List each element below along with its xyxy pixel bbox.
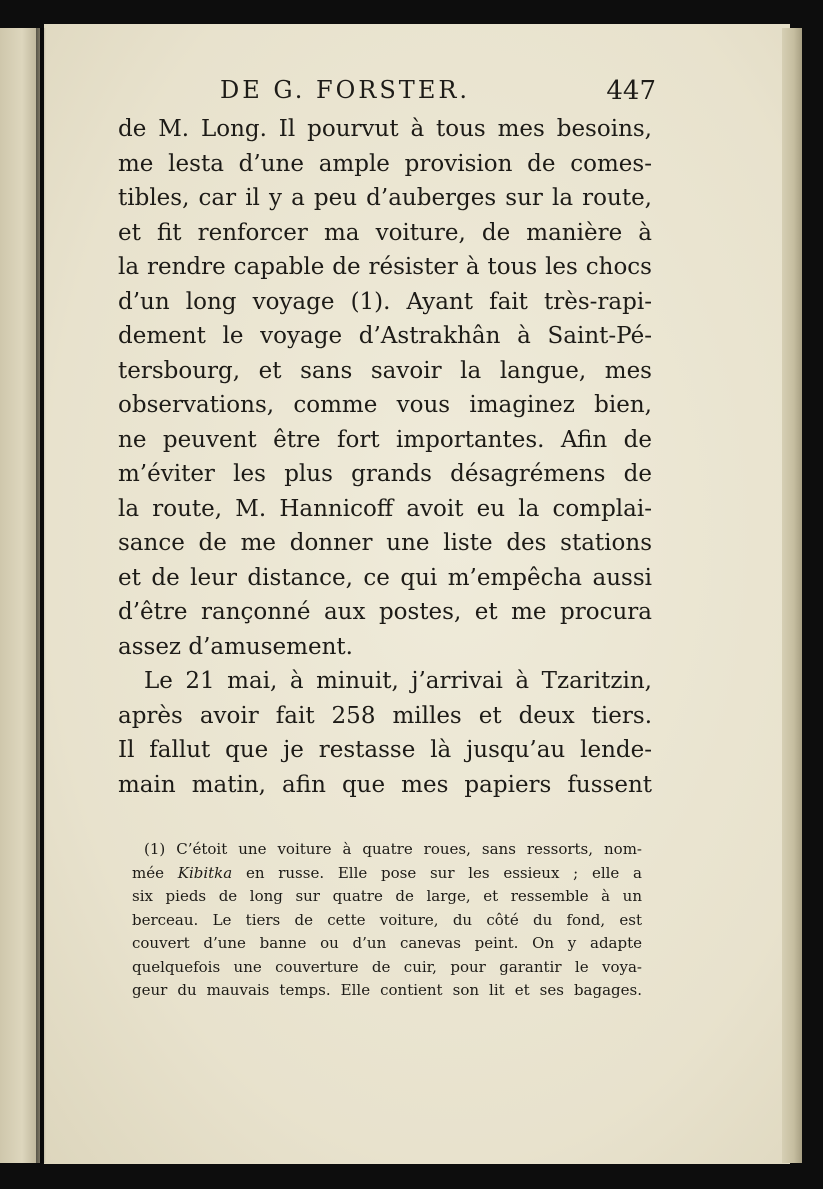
text-line: la rendre capable de résister à tous les chocs — [118, 254, 652, 280]
text-line: la route, M. Hannicoff avoit eu la complai- — [118, 495, 652, 522]
text-line: et de leur distance, ce qui m’empêcha aussi — [118, 564, 652, 591]
text-line: assez d’amusement. — [118, 633, 353, 660]
text-line: observations, comme vous imaginez bien, — [118, 392, 652, 418]
text-line: Le 21 mai, à minuit, j’arrivai à Tzaritzin, — [144, 668, 652, 694]
page-number: 447 — [606, 76, 656, 106]
body-text — [118, 112, 652, 802]
text-line: tibles, car il y a peu d’auberges sur la route, — [118, 185, 652, 211]
footnote-line — [132, 862, 642, 886]
text-line: après avoir fait 258 milles et deux tiers. — [118, 702, 652, 729]
text-line: de M. Long. Il pourvut à tous mes besoins, — [118, 116, 652, 142]
text-line: m’éviter les plus grands désagrémens de — [118, 461, 652, 487]
text-line: dement le voyage d’Astrakhân à Saint-Pé- — [118, 323, 652, 349]
footnote — [132, 838, 642, 1003]
running-title: DE G. FORSTER. — [220, 76, 471, 104]
text-line: tersbourg, et sans savoir la langue, mes — [118, 357, 652, 384]
text-line: sance de me donner une liste des stations — [118, 530, 652, 556]
footnote-text: mée — [132, 863, 178, 882]
text-line: me lesta d’une ample provision de comes- — [118, 150, 652, 177]
text-line: et fit renforcer ma voiture, de manière à — [118, 219, 652, 246]
text-line: d’être rançonné aux postes, et me procura — [118, 599, 652, 625]
running-head — [168, 72, 668, 112]
footnote-line: quelquefois une couverture de cuir, pour garantir le voya- — [132, 957, 642, 976]
text-line: d’un long voyage (1). Ayant fait très-rapi- — [118, 288, 652, 315]
text-line: Il fallut que je restasse là jusqu’au lende- — [118, 737, 652, 763]
footnote-line: (1) C’étoit une voiture à quatre roues, sans ressorts, nom- — [144, 840, 642, 858]
footnote-line: berceau. Le tiers de cette voiture, du côté du fond, est — [132, 910, 642, 929]
footnote-text: en russe. Elle pose sur les essieux ; elle a — [232, 863, 642, 882]
page-stack-edge — [782, 28, 802, 1163]
text-line: main matin, afin que mes papiers fussent — [118, 771, 652, 798]
text-line: ne peuvent être fort importantes. Afin de — [118, 426, 652, 453]
footnote-line: couvert d’une banne ou d’un canevas peint. On y adapte — [132, 934, 642, 952]
footnote-italic-term: Kibitka — [177, 863, 233, 882]
previous-page-edge — [0, 28, 40, 1163]
gutter-shadow — [36, 28, 46, 1163]
footnote-line: geur du mauvais temps. Elle contient son lit et ses bagages. — [132, 981, 642, 999]
footnote-line: six pieds de long sur quatre de large, et ressemble à un — [132, 887, 642, 905]
